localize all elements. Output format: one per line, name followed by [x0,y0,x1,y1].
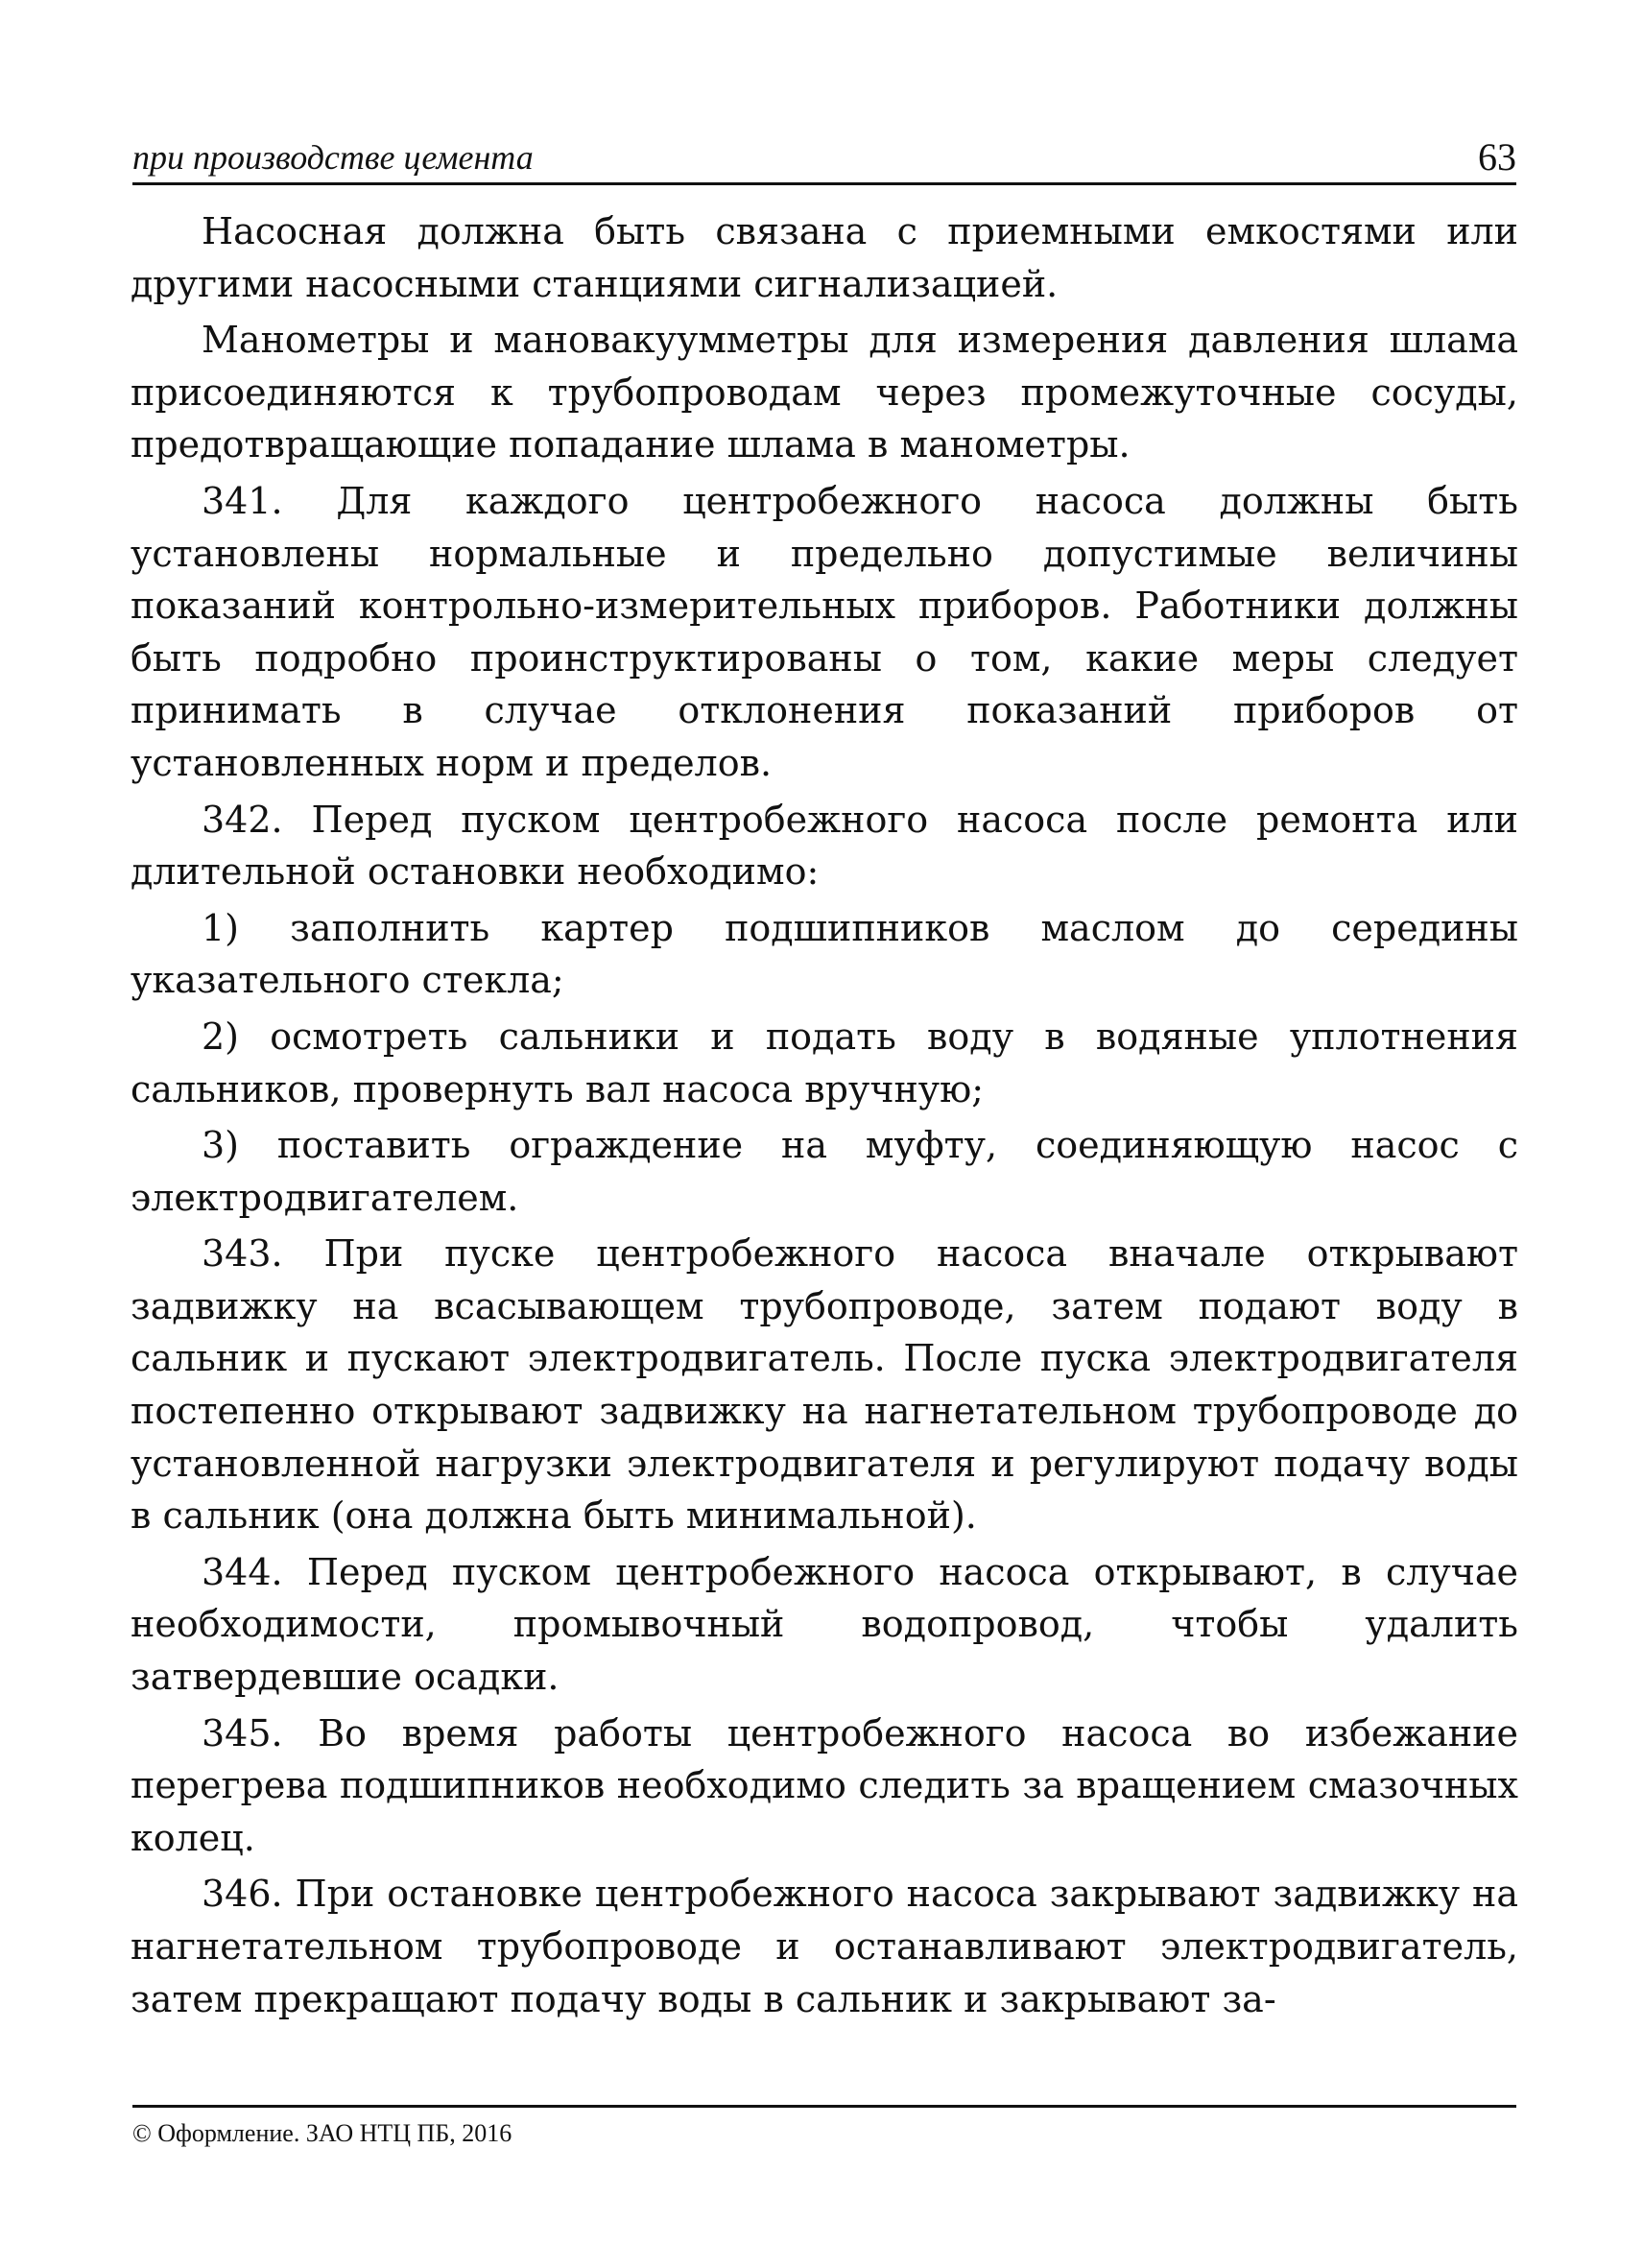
running-header [132,134,1516,185]
paragraph-item-342: 342. Перед пуском центробежного насоса после ремонта или длительной остановки необходимо: [131,798,1518,894]
page-number: 63 [1478,135,1516,179]
running-title: при производстве цемента [132,138,534,177]
list-item: 2) осмотреть сальники и подать воду в водяные уплотнения сальников, провернуть вал насоса вручную; [131,1015,1518,1110]
list-item: 3) поставить ограждение на муфту, соединяющую насос с электродвигателем. [131,1124,1518,1219]
list-item: 1) заполнить картер подшипников маслом до середины указательного стекла; [131,906,1518,1002]
running-footer [132,2105,1516,2147]
paragraph-item-344: 344. Перед пуском центробежного насоса открывают, в случае необходимости, промывочный водопровод, чтобы удалить затвердевшие осадки. [131,1550,1518,1699]
paragraph: Манометры и мановакуумметры для измерения давления шлама присоединяются к трубопроводам через промежуточные сосуды, предотвращающие попадание шлама в манометры. [131,319,1518,466]
paragraph-item-341: 341. Для каждого центробежного насоса должны быть установлены нормальные и предельно допустимые величины показаний контрольно-измерительных приборов. Работники должны быть подробно проинструктированы о том, какие меры следует принимать в случае отклонения показаний приборов от установленных норм и пределов. [131,479,1518,784]
body-text [131,205,1518,2082]
paragraph-item-345: 345. Во время работы центробежного насоса во избежание перегрева подшипников необходимо следить за вращением смазочных колец. [131,1711,1518,1859]
paragraph: Насосная должна быть связана с приемными емкостями или другими насосными станциями сигнализацией. [131,210,1518,305]
copyright-notice: © Оформление. ЗАО НТЦ ПБ, 2016 [132,2119,512,2147]
paragraph-item-346: 346. При остановке центробежного насоса закрывают задвижку на нагнетательном трубопроводе и останавливают электродвигатель, затем прекращают подачу воды в сальник и закрывают за- [131,1873,1518,2020]
paragraph-item-343: 343. При пуске центробежного насоса вначале открывают задвижку на всасывающем трубопроводе, затем подают воду в сальник и пускают электродвигатель. После пуска электродвигателя постепенно открывают задвижку на нагнетательном трубопроводе до установленной нагрузки электродвигателя и регулируют подачу воды в сальник (она должна быть минимальной). [131,1232,1518,1538]
